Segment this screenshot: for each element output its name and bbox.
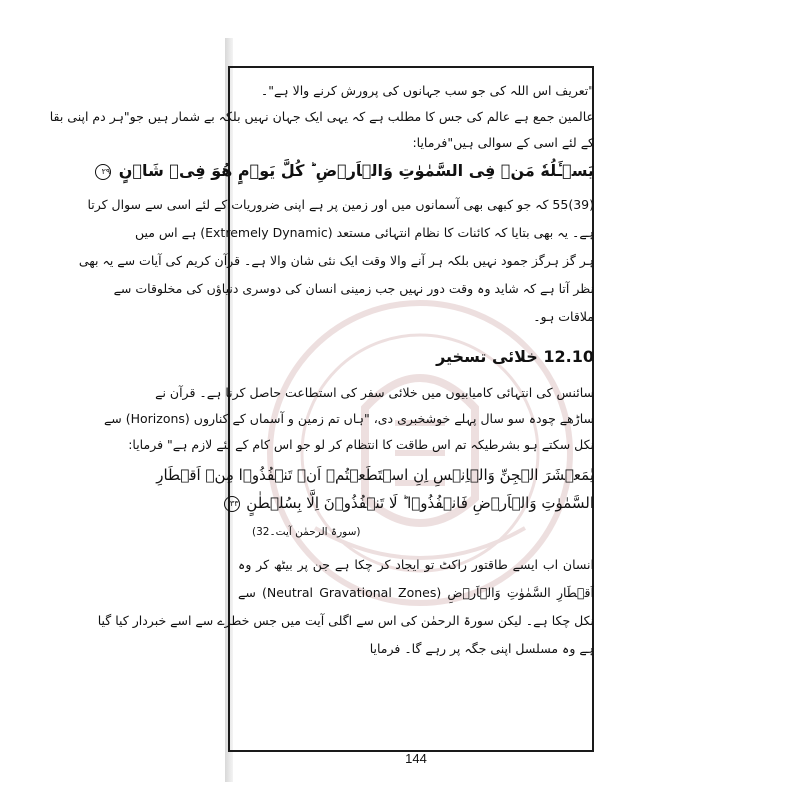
text-line: اَقۡطَارِ السَّمٰوٰتِ وَالۡاَرۡضِ (Neutral Gravational Zones) سے — [238, 585, 594, 600]
section-heading: 12.10 خلائی تسخیر — [436, 347, 594, 366]
text-line: نکل سکتے ہو بشرطیکہ تم اس طاقت کا انتظام کر لو جو اس کام کے لئے لازم ہے" فرمایا: — [128, 437, 594, 452]
verse-end-marker: ٣٣ — [224, 496, 240, 512]
text-line: "تعریف اس اللہ کی جو سب جہانوں کی پرورش کرنے والا ہے"۔ — [260, 83, 594, 98]
text-line: نظر آتا ہے کہ شاید وہ وقت دور نہیں جب زمینی انسان کی دوسری دنیاؤں کی مخلوقات سے — [113, 281, 594, 296]
quran-verse-1 — [101, 156, 594, 186]
verse-reference: (سورۃ الرحمٰن آیت۔32) — [252, 526, 361, 538]
text-line: سائنس کی انتہائی کامیابیوں میں خلائی سفر کی استطاعت حاصل کرنا ہے۔ قرآن نے — [155, 385, 594, 400]
verse-end-marker: ٢٩ — [95, 164, 111, 180]
text-line: (39)55 کہ جو کبھی بھی آسمانوں میں اور زمین پر ہے اپنی ضروریات کے لئے اسی سے سوال کرتا — [87, 197, 594, 212]
book-page — [49, 38, 607, 782]
quran-verse-2-line-1: یٰمَعۡشَرَ الۡجِنِّ وَالۡاِنۡسِ اِنِ اسۡتَطَعۡتُمۡ اَنۡ تَنۡفُذُوۡا مِنۡ اَقۡطَارِ — [156, 466, 594, 484]
quran-verse-2-text: السَّمٰوٰتِ وَالۡاَرۡضِ فَانۡفُذُوۡا ؕ لَا تَنۡفُذُوۡنَ اِلَّا بِسُلۡطٰنٍ — [246, 494, 594, 512]
quran-verse-2-line-2 — [229, 488, 594, 518]
text-line: انسان اب ایسے طاقتور راکٹ تو ایجاد کر چکا ہے جن پر بیٹھ کر وہ — [238, 557, 594, 572]
page-number: 144 — [405, 751, 427, 766]
text-line: ہے۔ یہ بھی بتایا کہ کائنات کا نظام انتہائی مستعد (Extremely Dynamic) ہے اس میں — [134, 225, 594, 240]
quran-verse-1-text: یَسۡـَٔلُهٗ مَنۡ فِی السَّمٰوٰتِ وَالۡاَرۡضِ ؕ کُلَّ یَوۡمٍ هُوَ فِیۡ شَاۡنٍ — [118, 161, 594, 180]
text-line: ملاقات ہو۔ — [533, 309, 594, 324]
text-line: ساڑھے چودہ سو سال پہلے خوشخبری دی، "ہاں تم زمین و آسماں کے کناروں (Horizons) سے — [103, 411, 594, 426]
text-line: کے لئے اسی کے سوالی ہیں"فرمایا: — [412, 135, 594, 150]
page-frame — [49, 66, 594, 752]
text-line: ہے وہ مسلسل اپنی جگہ پر رہے گا۔ فرمایا — [369, 641, 594, 656]
text-line: نکل چکا ہے۔ لیکن سورۃ الرحمٰن کی اس سے اگلی آیت میں جس خطرے سے اسے خبردار کیا گیا — [97, 613, 594, 628]
text-line: ہر گز ہرگز جمود نہیں بلکہ ہر آنے والا وقت ایک نئی شان والا ہے۔ قرآن کریم کی آیات سے یہ بھی — [78, 253, 594, 268]
text-line: عالمین جمع ہے عالم کی جس کا مطلب ہے کہ یہی ایک جہان نہیں بلکہ بے شمار ہیں جو"ہر دم اپنی بقا — [49, 109, 594, 124]
